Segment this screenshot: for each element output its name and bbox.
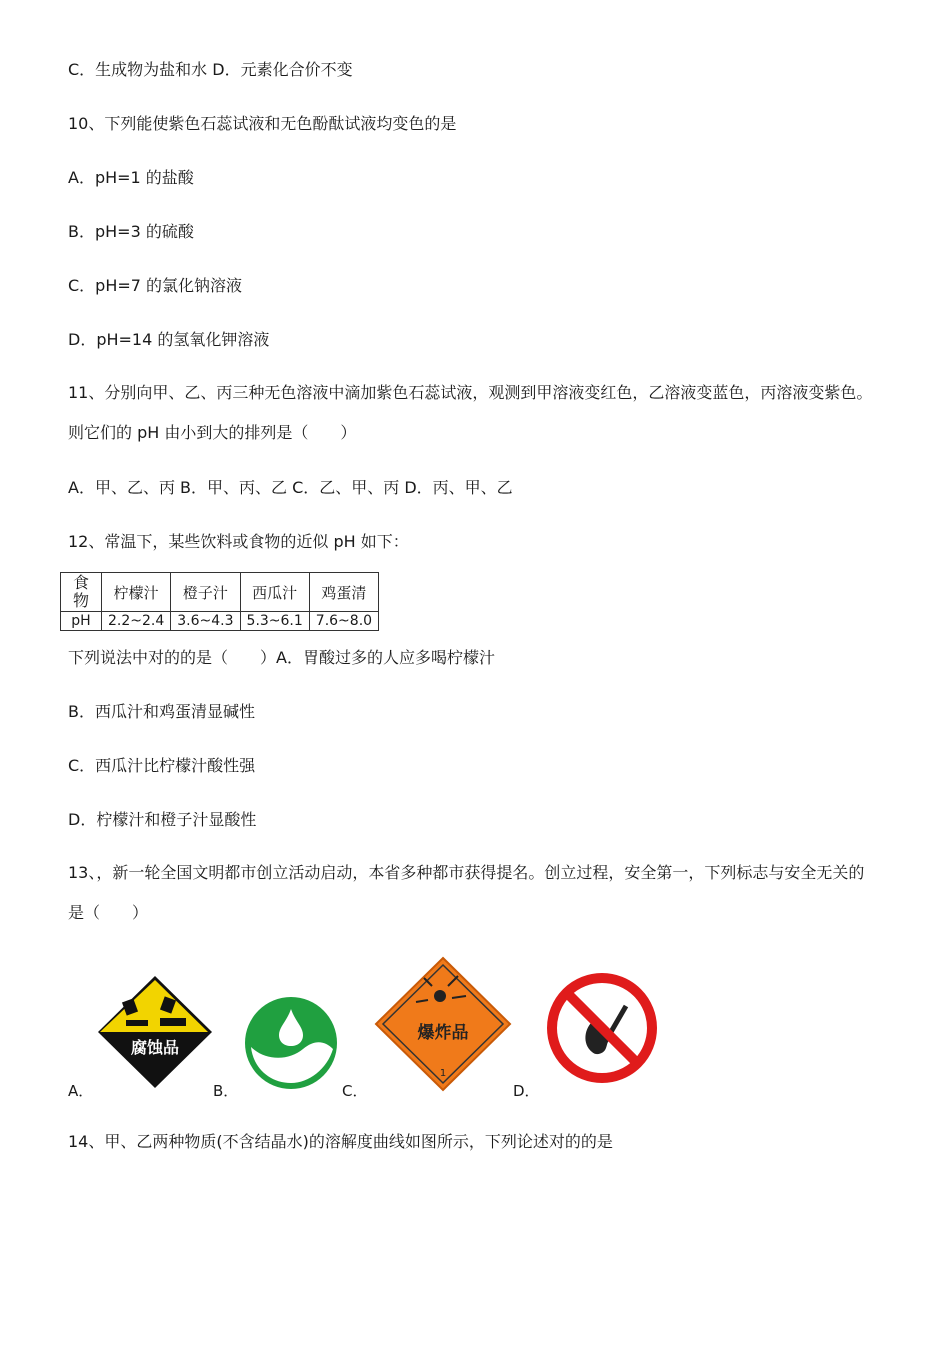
ph-table <box>60 572 379 631</box>
q13-option-a-label: A． <box>68 1082 94 1100</box>
table-header-cell: 橙子汁 <box>171 573 240 612</box>
table-header-cell: 柠檬汁 <box>102 573 171 612</box>
explosive-sign-label: 爆炸品 <box>417 1023 469 1043</box>
table-cell: 2.2~2.4 <box>102 612 171 631</box>
corrosive-sign-label: 腐蚀品 <box>130 1038 180 1057</box>
q9-options-cd: C．生成物为盐和水 D．元素化合价不变 <box>68 60 353 79</box>
question-14: 14、甲、乙两种物质(不含结晶水)的溶解度曲线如图所示，下列论述对的的是 <box>68 1132 613 1151</box>
q13-option-c-label: C． <box>342 1082 368 1100</box>
q13-option-b-label: B． <box>213 1082 239 1100</box>
q13-option-d-label: D． <box>513 1082 540 1100</box>
water-saving-sign-icon <box>243 995 339 1091</box>
question-11: 11、分别向甲、乙、丙三种无色溶液中滴加紫色石蕊试液，观测到甲溶液变红色，乙溶液变蓝色，丙溶液变紫色。则它们的 pH 由小到大的排列是（ ） <box>68 383 873 442</box>
question-13: 13、，新一轮全国文明都市创立活动启动，本省多种都市获得提名。创立过程，安全第一，下列标志与安全无关的是（ ） <box>68 863 865 922</box>
explosive-class-number: 1 <box>439 1068 447 1079</box>
corrosive-sign-icon <box>96 974 214 1090</box>
table-cell: 3.6~4.3 <box>171 612 240 631</box>
question-12: 12、常温下，某些饮料或食物的近似 pH 如下： <box>68 532 409 551</box>
q12-option-b: B．西瓜汁和鸡蛋清显碱性 <box>68 702 255 721</box>
q11-options: A．甲、乙、丙 B．甲、丙、乙 C．乙、甲、丙 D．丙、甲、乙 <box>68 478 513 497</box>
table-header-cell: 鸡蛋清 <box>309 573 378 612</box>
table-header-cell: 西瓜汁 <box>240 573 309 612</box>
table-header-row <box>61 573 379 612</box>
q10-option-b: B．pH=3 的硫酸 <box>68 222 194 241</box>
q10-option-a: A．pH=1 的盐酸 <box>68 168 194 187</box>
table-cell: 7.6~8.0 <box>309 612 378 631</box>
table-cell: 5.3~6.1 <box>240 612 309 631</box>
no-fire-sign-icon <box>546 972 658 1084</box>
q12-stem: 下列说法中对的的是（ ）A．胃酸过多的人应多喝柠檬汁 <box>68 648 495 667</box>
q12-option-c: C．西瓜汁比柠檬汁酸性强 <box>68 756 256 775</box>
question-10: 10、下列能使紫色石蕊试液和无色酚酞试液均变色的是 <box>68 114 457 133</box>
q12-option-d: D．柠檬汁和橙子汁显酸性 <box>68 810 257 829</box>
explosive-sign-icon <box>374 956 512 1092</box>
q10-option-d: D．pH=14 的氢氧化钾溶液 <box>68 330 270 349</box>
table-cell: pH <box>61 612 102 631</box>
q10-option-c: C．pH=7 的氯化钠溶液 <box>68 276 243 295</box>
table-row <box>61 612 379 631</box>
table-header-cell: 食物 <box>61 573 102 612</box>
